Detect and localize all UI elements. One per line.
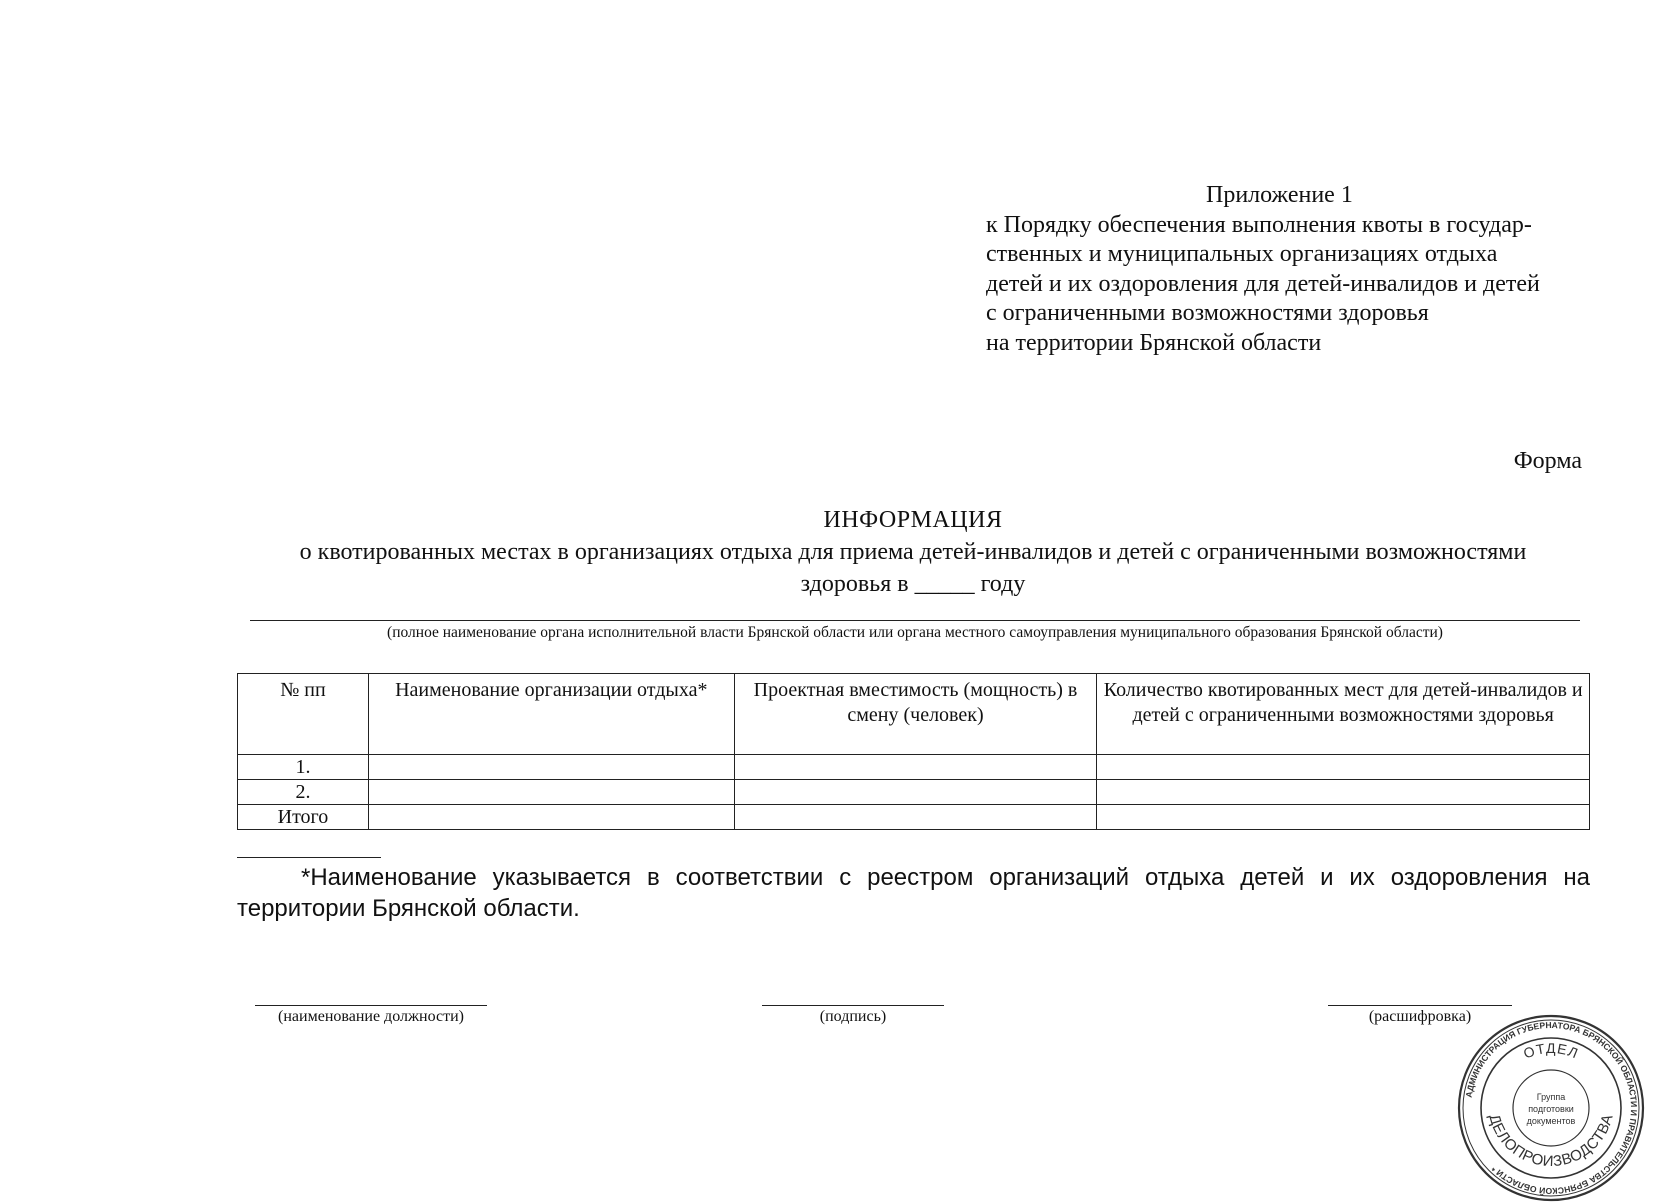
table-cell	[1097, 805, 1590, 830]
appendix-line: с ограниченными возможностями здоровья	[986, 300, 1429, 326]
signature-caption: (подпись)	[819, 1008, 887, 1025]
position-line	[255, 1005, 487, 1006]
column-header-capacity: Проектная вместимость (мощность) в смену (человек)	[734, 674, 1097, 755]
table-cell	[368, 755, 734, 780]
appendix-line: детей и их оздоровления для детей-инвалидов и детей	[986, 270, 1540, 297]
appendix-line: к Порядку обеспечения выполнения квоты в государ-	[986, 211, 1532, 238]
form-label: Форма	[1513, 448, 1582, 474]
footnote-rule	[237, 857, 381, 858]
signature-line	[762, 1005, 944, 1006]
table-cell: 2.	[238, 780, 369, 805]
document-heading	[238, 504, 1588, 600]
table-cell: 1.	[238, 755, 369, 780]
heading-subtitle: о квотированных местах в организациях отдыха для приема детей-инвалидов и детей с ограниченными возможностями	[299, 539, 1527, 565]
column-header-quota: Количество квотированных мест для детей-инвалидов и детей с ограниченными возможностями здоровья	[1097, 674, 1590, 755]
office-stamp	[1456, 1013, 1646, 1203]
footnote: *Наименование указывается в соответствии с реестром организаций отдыха детей и их оздоровления на территории Брянской области.	[237, 864, 1590, 922]
table-cell	[734, 780, 1097, 805]
table-cell	[368, 805, 734, 830]
table-cell	[368, 780, 734, 805]
heading-title: ИНФОРМАЦИЯ	[823, 507, 1003, 533]
stamp-center-line: подготовки	[1528, 1104, 1574, 1114]
quota-table	[237, 673, 1590, 830]
decoding-caption: (расшифровка)	[1368, 1008, 1472, 1025]
appendix-title: Приложение 1	[1206, 182, 1353, 208]
appendix-line: ственных и муниципальных организациях отдыха	[986, 241, 1498, 267]
table-row	[238, 780, 1590, 805]
table-header-row	[238, 674, 1590, 755]
decoding-line	[1328, 1005, 1512, 1006]
heading-year-line: здоровья в _____ году	[800, 571, 1026, 597]
table-cell	[1097, 780, 1590, 805]
stamp-top-text: ОТДЕЛ	[1521, 1039, 1581, 1062]
stamp-center-line: документов	[1526, 1116, 1576, 1126]
table-total-row	[238, 805, 1590, 830]
org-name-caption: (полное наименование органа исполнительной власти Брянской области или органа местного самоуправления муниципального образования Брянской области)	[387, 624, 1443, 641]
stamp-outer-text: АДМИНИСТРАЦИЯ ГУБЕРНАТОРА БРЯНСКОЙ ОБЛАСТИ И ПРАВИТЕЛЬСТВА БРЯНСКОЙ ОБЛАСТИ *	[1463, 1019, 1640, 1197]
table-cell: Итого	[238, 805, 369, 830]
position-caption: (наименование должности)	[278, 1008, 464, 1025]
column-header-org-name: Наименование организации отдыха*	[368, 674, 734, 755]
table-cell	[734, 755, 1097, 780]
table-cell	[1097, 755, 1590, 780]
table-row	[238, 755, 1590, 780]
org-name-line	[250, 620, 1580, 621]
stamp-bottom-text: ДЕЛОПРОИЗВОДСТВА	[1485, 1112, 1617, 1171]
appendix-block	[986, 181, 1606, 358]
column-header-number: № пп	[238, 674, 369, 755]
stamp-center-line: Группа	[1536, 1092, 1566, 1102]
appendix-line: на территории Брянской области	[986, 329, 1322, 356]
table-cell	[734, 805, 1097, 830]
